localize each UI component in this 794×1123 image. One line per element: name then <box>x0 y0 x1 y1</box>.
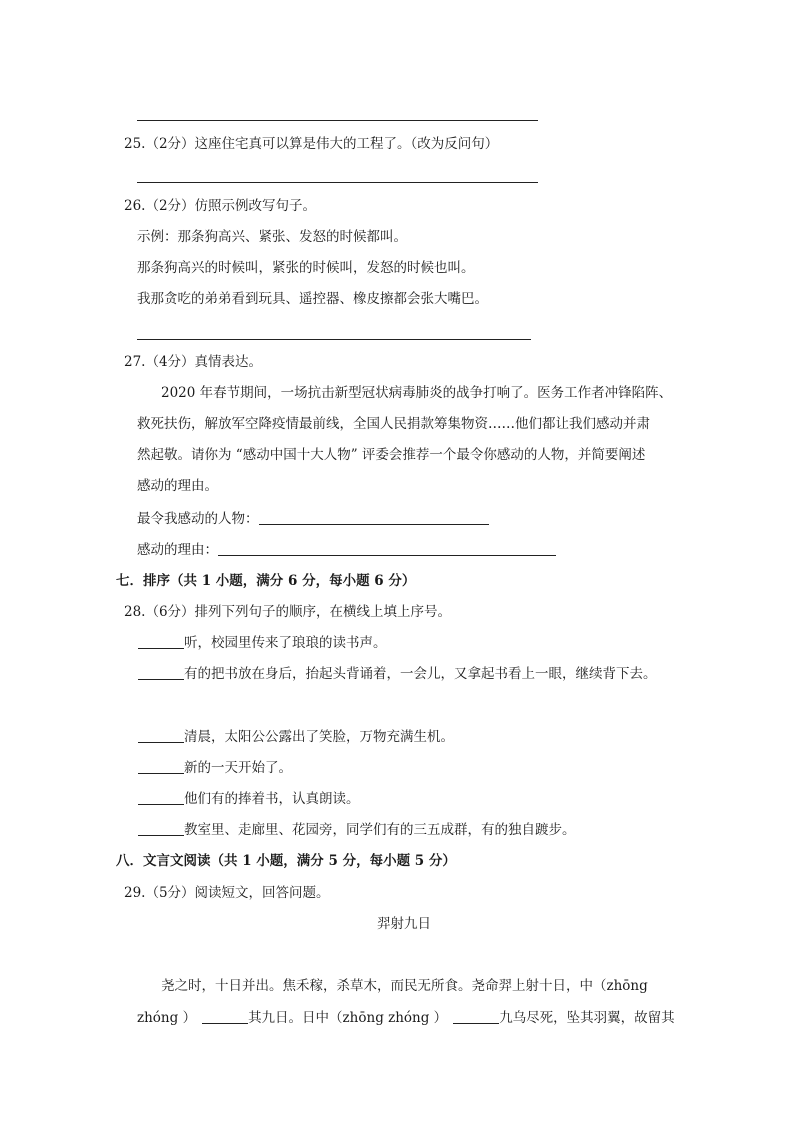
q27-paragraph-line-2: 救死扶伤，解放军空降疫情最前线，全国人民捐款筹集物资……他们都让我们感动并肃 <box>137 416 650 432</box>
q28-item-text: 清晨，太阳公公露出了笑脸，万物充满生机。 <box>184 729 454 745</box>
q27-person-label: 最令我感动的人物： <box>137 511 259 527</box>
q28-blank-6[interactable] <box>138 823 184 836</box>
q28-blank-3[interactable] <box>138 730 184 743</box>
question-29: 29.（5分）阅读短文，回答问题。 <box>124 885 330 901</box>
q27-reason-label: 感动的理由： <box>137 542 218 558</box>
q27-person-blank[interactable] <box>259 512 489 525</box>
passage-text-middle: 其九日。日中（zhōng zhóng ） <box>248 1010 448 1026</box>
answer-line-q25[interactable] <box>137 182 538 183</box>
q27-paragraph-line-4: 感动的理由。 <box>137 478 218 494</box>
q28-item-6 <box>138 821 576 839</box>
q26-task-sentence: 我那贪吃的弟弟看到玩具、遥控器、橡皮擦都会张大嘴巴。 <box>137 291 488 307</box>
question-26: 26.（2分）仿照示例改写句子。 <box>124 198 317 214</box>
section-8-heading: 八．文言文阅读（共 1 小题，满分 5 分，每小题 5 分） <box>116 853 456 869</box>
question-25: 25.（2分）这座住宅真可以算是伟大的工程了。（改为反问句） <box>124 136 499 152</box>
q28-blank-1[interactable] <box>138 636 184 649</box>
passage-line-2 <box>137 1009 675 1027</box>
passage-blank-2[interactable] <box>453 1011 499 1024</box>
q28-blank-5[interactable] <box>138 792 184 805</box>
q28-item-text: 他们有的捧着书，认真朗读。 <box>184 791 360 807</box>
section-7-heading: 七．排序（共 1 小题，满分 6 分，每小题 6 分） <box>116 573 416 589</box>
passage-line-1: 尧之时，十日并出。焦禾稼，杀草木，而民无所食。尧命羿上射十日，中（zhōng <box>161 978 648 994</box>
q28-item-text: 有的把书放在身后，抬起头背诵着，一会儿，又拿起书看上一眼，继续背下去。 <box>184 666 657 682</box>
q28-item-text: 听，校园里传来了琅琅的读书声。 <box>184 635 387 651</box>
q28-item-1 <box>138 634 387 652</box>
passage-pinyin-1: zhóng ） <box>137 1010 197 1026</box>
q28-item-2 <box>138 665 657 683</box>
question-28: 28.（6分）排列下列句子的顺序，在横线上填上序号。 <box>124 604 452 620</box>
q27-reason-field <box>137 541 556 559</box>
q27-person-field <box>137 510 489 528</box>
answer-line-q24[interactable] <box>137 120 538 121</box>
q27-paragraph-line-3: 然起敬。请你为 “感动中国十大人物” 评委会推荐一个最令你感动的人物，并简要阐述 <box>137 447 646 463</box>
passage-title: 羿射九日 <box>377 916 431 932</box>
question-27: 27.（4分）真情表达。 <box>124 354 263 370</box>
q28-blank-4[interactable] <box>138 761 184 774</box>
q28-item-3 <box>138 728 454 746</box>
q28-item-4 <box>138 759 292 777</box>
q28-item-text: 教室里、走廊里、花园旁，同学们有的三五成群，有的独自踱步。 <box>184 822 576 838</box>
passage-text-end: 九乌尽死，坠其羽翼，故留其 <box>499 1010 675 1026</box>
q28-item-text: 新的一天开始了。 <box>184 760 292 776</box>
q28-item-5 <box>138 790 360 808</box>
passage-blank-1[interactable] <box>202 1011 248 1024</box>
q26-example-line-1: 示例：那条狗高兴、紧张、发怒的时候都叫。 <box>137 229 407 245</box>
q26-example-line-2: 那条狗高兴的时候叫，紧张的时候叫，发怒的时候也叫。 <box>137 260 475 276</box>
q27-paragraph-line-1: 2020 年春节期间，一场抗击新型冠状病毒肺炎的战争打响了。医务工作者冲锋陷阵、 <box>161 385 673 401</box>
q27-reason-blank[interactable] <box>218 543 556 556</box>
q28-blank-2[interactable] <box>138 667 184 680</box>
answer-line-q26[interactable] <box>137 339 531 340</box>
